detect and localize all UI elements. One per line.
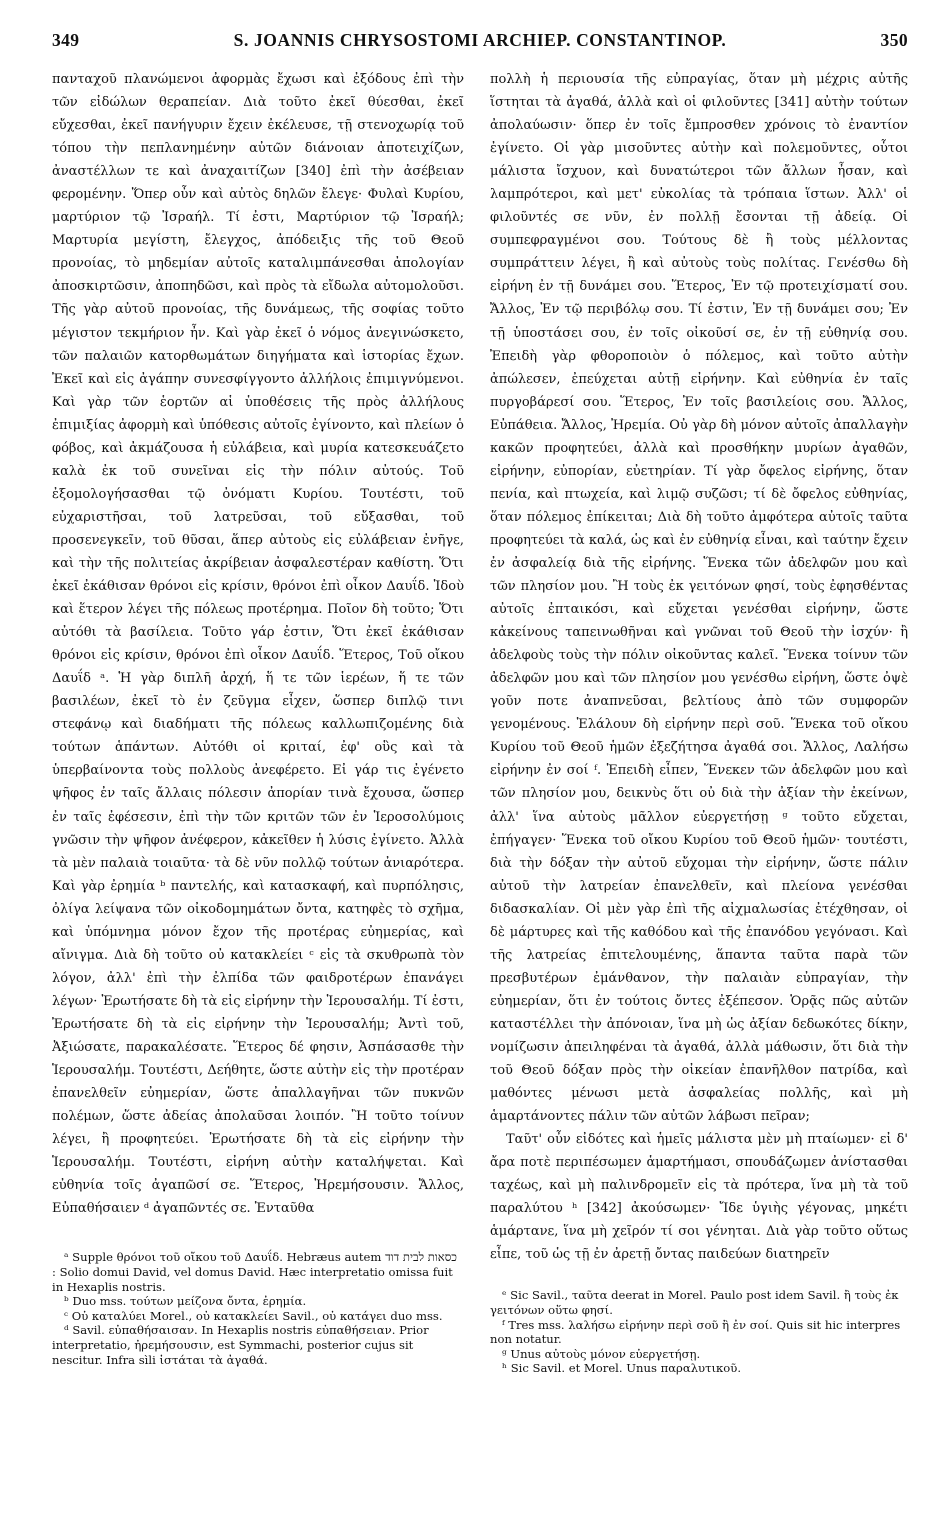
footnote-h: ʰ Sic Savil. et Morel. Unus παραλυτικοῦ. bbox=[502, 1361, 742, 1376]
footnote-f: ᶠ Tres mss. λαλήσω εἰρήνην περὶ σοῦ ἢ ἐν σοί. Quis sit hic interpres non notatur. bbox=[490, 1317, 901, 1347]
page-number-right: 350 bbox=[880, 30, 908, 50]
right-column bbox=[490, 68, 908, 1376]
page-number-left: 349 bbox=[52, 30, 80, 50]
footnote-g: ᵍ Unus αὐτοὺς μόνον εὐεργετήσῃ. bbox=[502, 1346, 701, 1361]
right-column-text-2: Ταῦτ' οὖν εἰδότες καὶ ἡμεῖς μάλιστα μὲν μὴ πταίωμεν· εἰ δ' ἄρα ποτὲ περιπέσωμεν ἁμαρτήμασι, σπουδάζωμεν ἀνίστασθαι ταχέως, καὶ μὴ παλινδρομεῖν εἰς τὰ πρότερα, ἵνα μὴ τὰ τοῦ παραλύτου ʰ [342] ἀκούσωμεν· Ἴδε ὑγιὴς γέγονας, μηκέτι ἁμάρτανε, ἵνα μὴ χεῖρόν τί σοι γένηται. Διὰ γὰρ τοῦτο οὕτως εἶπε, τοῦ ὡς τῇ ἐν ἀρετῇ ὄντας παιδεύων διατηρεῖν bbox=[490, 1132, 908, 1263]
running-title: S. JOANNIS CHRYSOSTOMI ARCHIEP. CONSTANTINOP. bbox=[233, 30, 727, 50]
footnote-e: ᵉ Sic Savil., ταῦτα deerat in Morel. Paulo post idem Savil. ἢ τοὺς ἐκ γειτόνων οὕτω φησί. bbox=[490, 1288, 899, 1318]
left-footnotes bbox=[52, 1240, 464, 1367]
left-column bbox=[52, 68, 464, 1376]
running-header bbox=[52, 30, 908, 62]
footnote-a: ᵃ Supple θρόνοι τοῦ οἴκου τοῦ Δαυΐδ. Hebræus autem כסאות לבית דוד : Solio domui David, vel domus David. Hæc interpretatio omissa fuit in Hexaplis nostris. bbox=[52, 1250, 457, 1294]
left-column-text: πανταχοῦ πλανώμενοι ἀφορμὰς ἔχωσι καὶ ἐξόδους ἐπὶ τὴν τῶν εἰδώλων θεραπείαν. Διὰ τοῦτο ἐκεῖ θύεσθαι, ἐκεῖ εὔχεσθαι, ἐκεῖ πανήγυριν ἔχειν ἐκέλευσε, τῇ στενοχωρίᾳ τοῦ τόπου τὴν πεπλανημένην αὐτῶν διάνοιαν ἀποτειχίζων, ἀναστέλλων τε καὶ ἀναχαιτίζων [340] ἐπὶ τὴν ἀσέβειαν φερομένην. Ὅπερ οὖν καὶ αὐτὸς δηλῶν ἔλεγε· Φυλαὶ Κυρίου, μαρτύριον τῷ Ἰσραήλ. Τί ἐστι, Μαρτύριον τῷ Ἰσραήλ; Μαρτυρία μεγίστη, ἔλεγχος, ἀπόδειξις τῆς τοῦ Θεοῦ προνοίας, τὸ μηδεμίαν αὐτοῖς καταλιμπάνεσθαι ἀπολογίαν ἀποσκιρτῶσιν, ἀποπηδῶσι, καὶ πρὸς τὰ εἴδωλα αὐτομολοῦσι. Τῆς γὰρ αὐτοῦ προνοίας, τῆς δυνάμεως, τῆς σοφίας τοῦτο μέγιστον τεκμήριον ἦν. Καὶ γὰρ ἐκεῖ ὁ νόμος ἀνεγινώσκετο, τῶν παλαιῶν κατορθωμάτων διηγήματα καὶ ἱστορίας ἔχων. Ἐκεῖ καὶ εἰς ἀγάπην συνεσφίγγοντο ἀλλήλοις ἐπιμιγνύμενοι. Καὶ γὰρ τῶν ἑορτῶν αἱ ὑποθέσεις τῆς πρὸς ἀλλήλους ἐπιμιξίας ἀφορμὴ καὶ ὑπόθεσις αὐτοῖς ἐγίνοντο, καὶ πλείων ὁ φόβος, καὶ ἀκμάζουσα ἡ εὐλάβεια, καὶ μυρία κατεσκευάζετο καλὰ ἐκ τοῦ συνεῖναι εἰς τὴν πόλιν αὐτούς. Τοῦ ἐξομολογήσασθαι τῷ ὀνόματι Κυρίου. Τουτέστι, τοῦ εὐχαριστῆσαι, τοῦ λατρεῦσαι, τοῦ εὔξασθαι, τοῦ προσενεγκεῖν, τοῦ θῦσαι, ἅπερ αὐτοὺς εἰς εὐλάβειαν ἐνῆγε, καὶ τὴν τῆς πολιτείας ἀκρίβειαν ἀσφαλεστέραν καθίστη. Ὅτι ἐκεῖ ἐκάθισαν θρόνοι εἰς κρίσιν, θρόνοι ἐπὶ οἶκον Δαυΐδ. Ἰδοὺ καὶ ἕτερον λέγει τῆς πόλεως προτέρημα. Ποῖον δὴ τοῦτο; Ὅτι αὐτόθι τὰ βασίλεια. Τοῦτο γάρ ἐστιν, Ὅτι ἐκεῖ ἐκάθισαν θρόνοι εἰς κρίσιν, θρόνοι ἐπὶ οἶκον Δαυΐδ. Ἕτερος, Τοῦ οἴκου Δαυΐδ ᵃ. Ἡ γὰρ διπλῆ ἀρχή, ἥ τε τῶν ἱερέων, ἥ τε τῶν βασιλέων, ἐκεῖ τὸ ἐν ζεῦγμα εἶχεν, ὥσπερ διπλῷ τινι στεφάνῳ καὶ διαδήματι τῆς πόλεως καλλωπιζομένης διὰ τούτων ἁπάντων. Αὐτόθι οἱ κριταί, ἐφ' οὓς καὶ τὰ ὑπερβαίνοντα τοὺς πολλοὺς ἀνεφέρετο. Εἰ γάρ τις ἐγένετο ψῆφος ἐν ταῖς ἄλλαις πόλεσιν ἀπορίαν τινὰ ἔχουσα, ὥσπερ ἐν ταῖς ἐφέσεσιν, ἐπὶ τὴν τῶν κριτῶν τῶν ἐν Ἱεροσολύμοις γνῶσιν τὴν ψῆφον ἀνέφερον, κἀκεῖθεν ἡ λύσις ἐγίνετο. Ἀλλὰ τὰ μὲν παλαιὰ τοιαῦτα· τὰ δὲ νῦν πολλῷ τούτων ἀνιαρότερα. Καὶ γὰρ ἐρημία ᵇ παντελής, καὶ κατασκαφή, καὶ πυρπόλησις, ὀλίγα λείψανα τῶν οἰκοδομημάτων ὄντα, κατηφὲς τὸ σχῆμα, καὶ ὑπόμνημα μόνον ἔχον τῆς προτέρας εὐημερίας, καὶ αἴνιγμα. Διὰ δὴ τοῦτο οὐ κατακλείει ᶜ εἰς τὰ σκυθρωπὰ τὸν λόγον, ἀλλ' ἐπὶ τὴν ἐλπίδα τῶν φαιδροτέρων ἐπανάγει λέγων· Ἐρωτήσατε δὴ τὰ εἰς εἰρήνην τὴν Ἱερουσαλήμ. Τί ἐστι, Ἐρωτήσατε δὴ τὰ εἰς εἰρήνην τὴν Ἱερουσαλήμ; Ἀντὶ τοῦ, Ἀξιώσατε, παρακαλέσατε. Ἕτερος δέ φησιν, Ἀσπάσασθε τὴν Ἱερουσαλήμ. Τουτέστι, Δεήθητε, ὥστε αὐτὴν εἰς τὴν προτέραν ἐπανελθεῖν εὐημερίαν, ὥστε ἀπαλλαγῆναι τῶν πυκνῶν πολέμων, ὥστε ἀδείας ἀπολαῦσαι λοιπόν. Ἢ τοῦτο τοίνυν λέγει, ἢ προφητεύει. Ἐρωτήσατε δὴ τὰ εἰς εἰρήνην τὴν Ἱερουσαλήμ. Τουτέστι, εἰρήνη αὐτὴν καταλήψεται. Καὶ εὐθηνία τοῖς ἀγαπῶσί σε. Ἕτερος, Ἠρεμήσουσιν. Ἄλλος, Εὐπαθήσαιεν ᵈ ἀγαπῶντές σε. Ἐνταῦθα bbox=[52, 72, 464, 1217]
footnote-c: ᶜ Οὐ καταλύει Morel., οὐ κατακλείει Savil., οὐ κατάγει duo mss. bbox=[64, 1308, 443, 1323]
right-footnotes bbox=[490, 1288, 908, 1376]
footnote-b: ᵇ Duo mss. τούτων μείζονα ὄντα, ἐρημία. bbox=[64, 1294, 307, 1309]
footnote-d: ᵈ Savil. εὐπαθήσαισαν. In Hexaplis nostris εὐπαθήσειαν. Prior interpretatio, ἠρεμήσουσιν, est Symmachi, posterior cujus sit nescitur. Infra sìli ἱστάται τὰ ἀγαθά. bbox=[52, 1323, 429, 1367]
two-column-body bbox=[52, 68, 908, 1376]
right-column-text-1: πολλὴ ἡ περιουσία τῆς εὐπραγίας, ὅταν μὴ μέχρις αὐτῆς ἵστηται τὰ ἀγαθά, ἀλλὰ καὶ οἱ φιλοῦντες [341] αὐτὴν τούτων ἀπολαύωσιν· ὅπερ ἐν τοῖς ἔμπροσθεν χρόνοις τὸ ἐναντίον ἐγίνετο. Οἱ γὰρ μισοῦντες αὐτὴν καὶ πολεμοῦντες, οὗτοι μάλιστα ἴσχυον, καὶ δυνατώτεροι τῶν ἄλλων ἦσαν, καὶ λαμπρότεροι, καὶ μετ' εὐκολίας τὰ τρόπαια ἵστων. Ἀλλ' οἱ φιλοῦντές σε νῦν, ἐν πολλῇ ἔσονται τῇ ἀδείᾳ. Οἱ συμπεφραγμένοι σου. Τούτους δὲ ἢ τοὺς μέλλοντας συμπράττειν λέγει, ἢ καὶ αὐτοὺς τοὺς πολίτας. Γενέσθω δὴ εἰρήνη ἐν τῇ δυνάμει σου. Ἕτερος, Ἐν τῷ προτειχίσματί σου. Ἄλλος, Ἐν τῷ περιβόλῳ σου. Τί ἐστιν, Ἐν τῇ δυνάμει σου; Ἐν τῇ ὑποστάσει σου, ἐν τοῖς οἰκοῦσί σε, ἐν τῇ εὐθηνίᾳ σου. Ἐπειδὴ γὰρ φθοροποιὸν ὁ πόλεμος, καὶ τοῦτο αὐτὴν ἀπώλεσεν, ἐπεύχεται αὐτῇ εἰρήνην. Καὶ εὐθηνία ἐν ταῖς πυργοβάρεσί σου. Ἕτερος, Ἐν τοῖς βασιλείοις σου. Ἄλλος, Εὐπάθεια. Ἄλλος, Ἠρεμία. Οὐ γὰρ δὴ μόνον αὐτοῖς ἀπαλλαγὴν κακῶν προφητεύει, ἀλλὰ καὶ προσθήκην μυρίων ἀγαθῶν, εἰρήνην, εὐπορίαν, εὐετηρίαν. Τί γὰρ ὄφελος εἰρήνης, ὅταν πενία, καὶ πτωχεία, καὶ λιμῷ συζῶσι; τί δὲ ὄφελος εὐθηνίας, ὅταν πόλεμος ἐπίκειται; Διὰ δὴ τοῦτο ἀμφότερα αὐτοῖς ταῦτα προφητεύει τὰ καλά, ὡς καὶ ἐν εὐθηνίᾳ εἶναι, καὶ ταύτην ἔχειν ἐν ἀσφαλείᾳ διὰ τῆς εἰρήνης. Ἕνεκα τῶν ἀδελφῶν μου καὶ τῶν πλησίον μου. Ἢ τοὺς ἐκ γειτόνων φησί, τοὺς ἐφησθέντας αὐτοῖς ἐπταικόσι, καὶ εὔχεται γενέσθαι εἰρήνην, ὥστε κἀκείνους ταπεινωθῆναι καὶ γνῶναι τοῦ Θεοῦ τὴν ἰσχύν· ἢ ἀδελφοὺς τοὺς τὴν πόλιν οἰκοῦντας καλεῖ. Ἕνεκα τοίνυν τῶν ἀδελφῶν μου καὶ τῶν πλησίον μου γενέσθω εἰρήνη, ὥστε ὀψὲ γοῦν ποτε ἀναπνεῦσαι, βελτίους ἀπὸ τῶν συμφορῶν γενομένους. Ἐλάλουν δὴ εἰρήνην περὶ σοῦ. Ἕνεκα τοῦ οἴκου Κυρίου τοῦ Θεοῦ ἡμῶν ἐξεζήτησα ἀγαθά σοι. Ἄλλος, Λαλήσω εἰρήνην ἐν σοί ᶠ. Ἐπειδὴ εἶπεν, Ἕνεκεν τῶν ἀδελφῶν μου καὶ τῶν πλησίον μου, δεικνὺς ὅτι οὐ διὰ τὴν ἀξίαν τὴν ἐκείνων, ἀλλ' ἵνα αὐτοὺς μᾶλλον εὐεργετήσῃ ᵍ τοῦτο εὔχεται, ἐπήγαγεν· Ἕνεκα τοῦ οἴκου Κυρίου τοῦ Θεοῦ ἡμῶν· τουτέστι, διὰ τὴν δόξαν τὴν αὐτοῦ εὔχομαι τὴν εἰρήνην, ὥστε πάλιν αὐτοῦ τὴν λατρείαν ἐπανελθεῖν, καὶ πλείονα γενέσθαι διδασκαλίαν. Οἱ μὲν γὰρ ἐπὶ τῆς αἰχμαλωσίας ἐτέχθησαν, οἱ δὲ μάρτυρες καὶ τῆς καθόδου καὶ τῆς ἐπανόδου γεγόνασι. Καὶ τῆς λατρείας ἐπιτελουμένης, ἅπαντα ταῦτα παρὰ τῶν πρεσβυτέρων ἐμάνθανον, τὴν παλαιὰν εὐπραγίαν, τὴν εὐημερίαν, ὅτι ἐν τούτοις ὄντες ἐξέπεσον. Ὁρᾷς πῶς αὐτῶν καταστέλλει τὴν ἀπόνοιαν, ἵνα μὴ ὡς ἀξίαν δεδωκότες δίκην, νομίζωσιν ἀπειληφέναι τὰ ἀγαθά, ἀλλὰ μάθωσιν, ὅτι διὰ τὴν τοῦ Θεοῦ δόξαν πρὸς τὴν οἰκείαν ἐπανῆλθον πατρίδα, καὶ μαθόντες μένωσι μετὰ ἀσφαλείας πολλῆς, καὶ μὴ ἁμαρτάνοντες πάλιν τῶν αὐτῶν λάβωσι πεῖραν; bbox=[490, 72, 908, 1125]
